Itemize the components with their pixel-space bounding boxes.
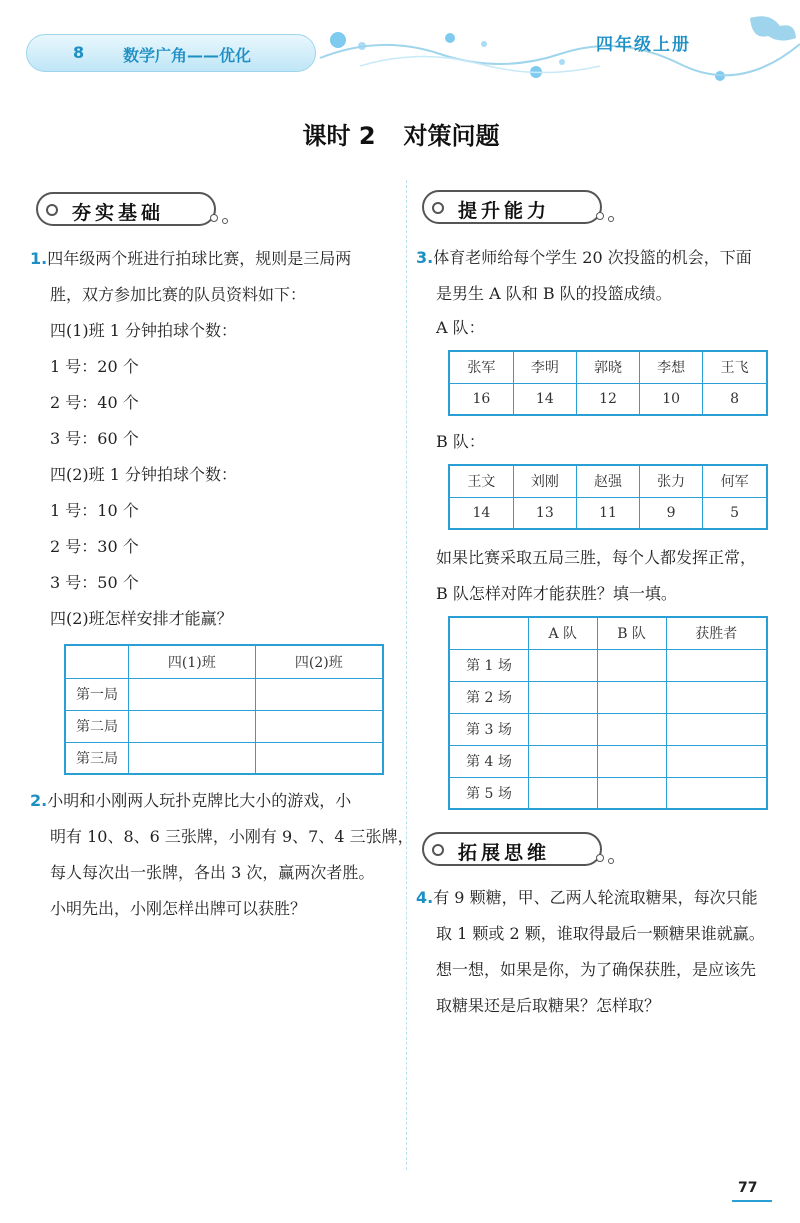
q3-team-b-label: B 队： [436,432,485,451]
section-extend-label: 拓展思维 [458,842,551,864]
q4-number: 4. [416,888,434,907]
q1-line-1: 1.四年级两个班进行拍球比赛，规则是三局两 [30,249,352,268]
q4-line-4: 取糖果还是后取糖果？怎样取？ [436,996,661,1015]
q3-number: 3. [416,248,434,267]
q3-line-4: B 队怎样对阵才能获胜？填一填。 [436,584,677,603]
answer-cell[interactable] [129,742,256,774]
answer-cell[interactable] [529,649,598,681]
answer-cell[interactable] [666,745,767,777]
q2-number: 2. [30,791,48,810]
answer-cell[interactable] [666,713,767,745]
q1-line-9: 2 号：30 个 [50,537,139,556]
q3-line-1: 3.体育老师给每个学生 20 次投篮的机会，下面 [416,248,752,267]
q1-line-6: 3 号：60 个 [50,429,139,448]
q2-line-4: 小明先出，小刚怎样出牌可以获胜？ [50,899,307,918]
grade-label: 四年级上册 [596,35,691,55]
lesson-name: 对策问题 [403,122,500,150]
q3-team-b-table: 王文 刘刚 赵强 张力 何军 14 13 11 9 5 [448,464,768,530]
chapter-title: 数学广角——优化 [123,46,252,65]
bubble-decoration-icon [300,14,800,94]
section-extend-header [422,832,602,866]
bubble-icon [608,858,614,864]
answer-cell[interactable] [529,713,598,745]
column-divider [406,180,407,1170]
q3-team-a-label: A 队： [436,318,485,337]
q1-line-3: 四(1)班 1 分钟拍球个数： [50,321,238,340]
answer-cell[interactable] [666,649,767,681]
q1-line-8: 1 号：10 个 [50,501,139,520]
q1-line-7: 四(2)班 1 分钟拍球个数： [50,465,238,484]
q3-line-2: 是男生 A 队和 B 队的投篮成绩。 [436,284,672,303]
q3-team-a-table: 张军 李明 郭晓 李想 王飞 16 14 12 10 8 [448,350,768,416]
answer-cell[interactable] [597,777,666,809]
bubble-icon [596,212,604,220]
q4-line-1: 4.有 9 颗糖，甲、乙两人轮流取糖果，每次只能 [416,888,758,907]
bubble-icon [222,218,228,224]
chapter-number: 8 [73,43,85,62]
answer-cell[interactable] [129,710,256,742]
q2-line-2: 明有 10、8、6 三张牌，小刚有 9、7、4 三张牌， [50,827,414,846]
answer-cell[interactable] [666,681,767,713]
q1-line-10: 3 号：50 个 [50,573,139,592]
q1-line-11: 四(2)班怎样安排才能赢？ [50,609,233,628]
answer-cell[interactable] [529,745,598,777]
section-basic-label: 夯实基础 [72,202,165,224]
bubble-icon [210,214,218,222]
q4-line-3: 想一想，如果是你，为了确保获胜，是应该先 [436,960,757,979]
bubble-icon [432,844,444,856]
answer-cell[interactable] [666,777,767,809]
q4-line-2: 取 1 颗或 2 颗，谁取得最后一颗糖果谁就赢。 [436,924,765,943]
page-number-underline [732,1200,772,1202]
page-number: 77 [738,1180,758,1196]
q1-line-4: 1 号：20 个 [50,357,139,376]
q1-line-2: 胜，双方参加比赛的队员资料如下： [50,285,307,304]
q3-match-table: A 队 B 队 获胜者 第 1 场 第 2 场 第 3 场 第 4 场 第 5 场 [448,616,768,810]
answer-cell[interactable] [597,649,666,681]
answer-cell[interactable] [129,678,256,710]
lesson-title [0,116,800,151]
answer-cell[interactable] [597,745,666,777]
answer-cell[interactable] [255,710,383,742]
section-improve-label: 提升能力 [458,200,551,222]
chapter-header [26,34,316,72]
answer-cell[interactable] [597,713,666,745]
q1-line-5: 2 号：40 个 [50,393,139,412]
section-basic-header [36,192,216,226]
bubble-icon [608,216,614,222]
bubble-icon [432,202,444,214]
answer-cell[interactable] [529,777,598,809]
answer-cell[interactable] [255,678,383,710]
answer-cell[interactable] [255,742,383,774]
answer-cell[interactable] [529,681,598,713]
q1-number: 1. [30,249,48,268]
q2-line-1: 2.小明和小刚两人玩扑克牌比大小的游戏，小 [30,791,352,810]
bubble-icon [46,204,58,216]
answer-cell[interactable] [597,681,666,713]
bubble-icon [596,854,604,862]
q3-line-3: 如果比赛采取五局三胜，每个人都发挥正常， [436,548,757,567]
q2-line-3: 每人每次出一张牌，各出 3 次，赢两次者胜。 [50,863,375,882]
q1-answer-table: 四(1)班 四(2)班 第一局 第二局 第三局 [64,644,384,775]
section-improve-header [422,190,602,224]
lesson-number: 课时 2 [302,122,376,150]
